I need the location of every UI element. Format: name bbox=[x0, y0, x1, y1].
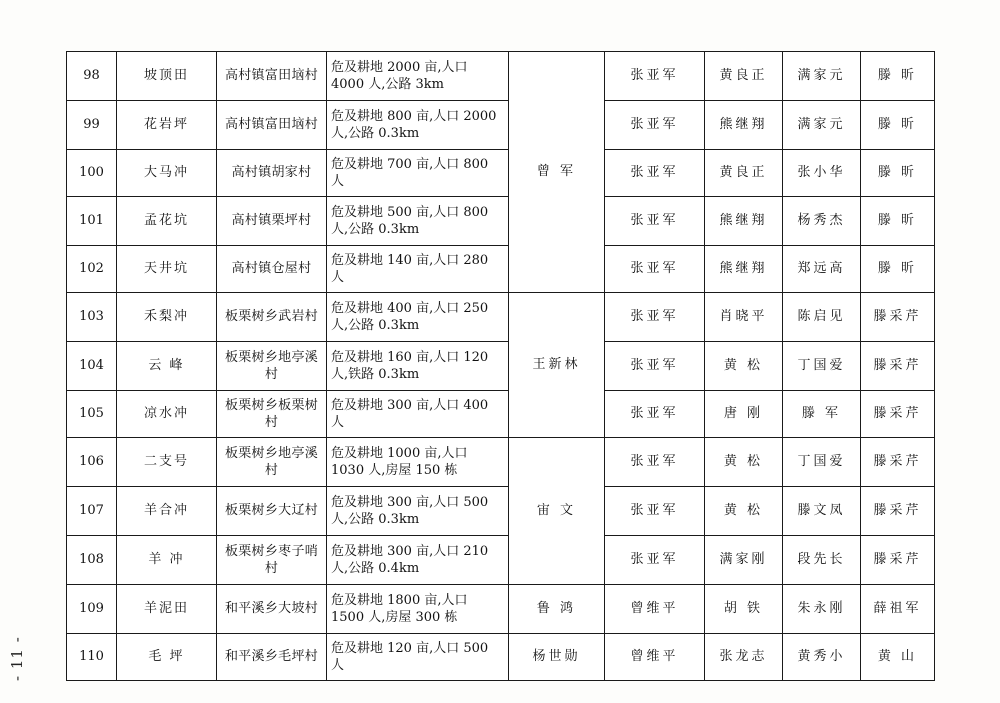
cell-name: 羊泥田 bbox=[117, 585, 217, 634]
cell-index: 106 bbox=[67, 438, 117, 487]
cell-name: 天井坑 bbox=[117, 246, 217, 293]
cell-village-responsible: 黄 松 bbox=[705, 487, 783, 536]
cell-name: 大马冲 bbox=[117, 150, 217, 197]
cell-name: 坡顶田 bbox=[117, 52, 217, 101]
cell-name: 花岩坪 bbox=[117, 101, 217, 150]
cell-township-responsible: 张亚军 bbox=[605, 536, 705, 585]
cell-village: 板栗树乡地亭溪村 bbox=[217, 438, 327, 487]
cell-index: 103 bbox=[67, 293, 117, 342]
cell-description: 危及耕地 800 亩,人口 2000 人,公路 0.3km bbox=[327, 101, 509, 150]
cell-index: 109 bbox=[67, 585, 117, 634]
cell-village-responsible: 黄 松 bbox=[705, 342, 783, 391]
table-row bbox=[67, 634, 935, 681]
cell-village-responsible: 胡 铁 bbox=[705, 585, 783, 634]
cell-township-responsible: 张亚军 bbox=[605, 293, 705, 342]
cell-monitor: 滕文凤 bbox=[783, 487, 861, 536]
cell-village-responsible: 熊继翔 bbox=[705, 101, 783, 150]
cell-monitor: 张小华 bbox=[783, 150, 861, 197]
table-row bbox=[67, 246, 935, 293]
cell-index: 105 bbox=[67, 391, 117, 438]
cell-township-responsible: 张亚军 bbox=[605, 101, 705, 150]
cell-village: 板栗树乡大辽村 bbox=[217, 487, 327, 536]
cell-monitor: 满家元 bbox=[783, 52, 861, 101]
cell-description: 危及耕地 1000 亩,人口 1030 人,房屋 150 栋 bbox=[327, 438, 509, 487]
cell-name: 凉水冲 bbox=[117, 391, 217, 438]
cell-monitor: 黄秀小 bbox=[783, 634, 861, 681]
cell-township-responsible: 曾维平 bbox=[605, 634, 705, 681]
cell-village-responsible: 熊继翔 bbox=[705, 197, 783, 246]
cell-village-responsible: 黄良正 bbox=[705, 150, 783, 197]
cell-township-responsible: 张亚军 bbox=[605, 342, 705, 391]
cell-village: 高村镇栗坪村 bbox=[217, 197, 327, 246]
cell-name: 孟花坑 bbox=[117, 197, 217, 246]
table-row bbox=[67, 487, 935, 536]
table-row bbox=[67, 101, 935, 150]
hazard-table-container bbox=[66, 51, 934, 681]
cell-monitor: 段先长 bbox=[783, 536, 861, 585]
page-number: - 11 - bbox=[8, 636, 26, 681]
cell-index: 101 bbox=[67, 197, 117, 246]
table-row bbox=[67, 438, 935, 487]
cell-description: 危及耕地 140 亩,人口 280 人 bbox=[327, 246, 509, 293]
cell-township-responsible: 张亚军 bbox=[605, 197, 705, 246]
table-row bbox=[67, 585, 935, 634]
cell-cadre: 滕采芹 bbox=[861, 536, 935, 585]
cell-township-responsible: 张亚军 bbox=[605, 52, 705, 101]
table-row bbox=[67, 150, 935, 197]
cell-county-responsible: 曾 军 bbox=[509, 52, 605, 293]
cell-monitor: 杨秀杰 bbox=[783, 197, 861, 246]
cell-description: 危及耕地 300 亩,人口 400 人 bbox=[327, 391, 509, 438]
table-row bbox=[67, 293, 935, 342]
cell-description: 危及耕地 400 亩,人口 250 人,公路 0.3km bbox=[327, 293, 509, 342]
cell-description: 危及耕地 300 亩,人口 210 人,公路 0.4km bbox=[327, 536, 509, 585]
cell-description: 危及耕地 120 亩,人口 500 人 bbox=[327, 634, 509, 681]
cell-index: 99 bbox=[67, 101, 117, 150]
cell-village: 高村镇富田垴村 bbox=[217, 101, 327, 150]
cell-index: 108 bbox=[67, 536, 117, 585]
cell-index: 100 bbox=[67, 150, 117, 197]
cell-monitor: 丁国爱 bbox=[783, 438, 861, 487]
cell-village-responsible: 肖晓平 bbox=[705, 293, 783, 342]
cell-cadre: 滕采芹 bbox=[861, 342, 935, 391]
cell-county-responsible: 王新林 bbox=[509, 293, 605, 438]
cell-village-responsible: 熊继翔 bbox=[705, 246, 783, 293]
cell-cadre: 滕采芹 bbox=[861, 438, 935, 487]
cell-county-responsible: 宙 文 bbox=[509, 438, 605, 585]
cell-cadre: 滕 昕 bbox=[861, 246, 935, 293]
cell-name: 羊 冲 bbox=[117, 536, 217, 585]
cell-description: 危及耕地 2000 亩,人口 4000 人,公路 3km bbox=[327, 52, 509, 101]
cell-village: 高村镇富田垴村 bbox=[217, 52, 327, 101]
cell-township-responsible: 张亚军 bbox=[605, 150, 705, 197]
cell-village-responsible: 满家刚 bbox=[705, 536, 783, 585]
cell-township-responsible: 张亚军 bbox=[605, 246, 705, 293]
cell-township-responsible: 张亚军 bbox=[605, 438, 705, 487]
cell-village-responsible: 张龙志 bbox=[705, 634, 783, 681]
cell-index: 110 bbox=[67, 634, 117, 681]
cell-index: 102 bbox=[67, 246, 117, 293]
cell-monitor: 陈启见 bbox=[783, 293, 861, 342]
cell-index: 104 bbox=[67, 342, 117, 391]
hazard-table bbox=[66, 51, 935, 681]
cell-cadre: 黄 山 bbox=[861, 634, 935, 681]
cell-village: 板栗树乡地亭溪村 bbox=[217, 342, 327, 391]
table-row bbox=[67, 536, 935, 585]
cell-cadre: 滕 昕 bbox=[861, 52, 935, 101]
cell-cadre: 滕采芹 bbox=[861, 293, 935, 342]
cell-village: 和平溪乡大坡村 bbox=[217, 585, 327, 634]
table-row bbox=[67, 342, 935, 391]
cell-village: 和平溪乡毛坪村 bbox=[217, 634, 327, 681]
cell-village-responsible: 黄良正 bbox=[705, 52, 783, 101]
cell-cadre: 滕采芹 bbox=[861, 391, 935, 438]
cell-name: 羊合冲 bbox=[117, 487, 217, 536]
cell-cadre: 薛祖军 bbox=[861, 585, 935, 634]
cell-monitor: 朱永刚 bbox=[783, 585, 861, 634]
cell-township-responsible: 张亚军 bbox=[605, 391, 705, 438]
cell-monitor: 郑远高 bbox=[783, 246, 861, 293]
cell-village: 板栗树乡板栗树村 bbox=[217, 391, 327, 438]
cell-name: 禾梨冲 bbox=[117, 293, 217, 342]
cell-village: 高村镇胡家村 bbox=[217, 150, 327, 197]
cell-county-responsible: 杨世勋 bbox=[509, 634, 605, 681]
table-row bbox=[67, 197, 935, 246]
cell-description: 危及耕地 300 亩,人口 500 人,公路 0.3km bbox=[327, 487, 509, 536]
cell-township-responsible: 曾维平 bbox=[605, 585, 705, 634]
cell-village: 板栗树乡武岩村 bbox=[217, 293, 327, 342]
cell-cadre: 滕 昕 bbox=[861, 150, 935, 197]
cell-village: 板栗树乡枣子哨村 bbox=[217, 536, 327, 585]
table-row bbox=[67, 391, 935, 438]
cell-name: 二支号 bbox=[117, 438, 217, 487]
cell-cadre: 滕 昕 bbox=[861, 101, 935, 150]
cell-county-responsible: 鲁 鸿 bbox=[509, 585, 605, 634]
cell-monitor: 滕 军 bbox=[783, 391, 861, 438]
cell-description: 危及耕地 1800 亩,人口 1500 人,房屋 300 栋 bbox=[327, 585, 509, 634]
cell-village: 高村镇仓屋村 bbox=[217, 246, 327, 293]
cell-index: 98 bbox=[67, 52, 117, 101]
table-row bbox=[67, 52, 935, 101]
cell-name: 毛 坪 bbox=[117, 634, 217, 681]
cell-monitor: 满家元 bbox=[783, 101, 861, 150]
cell-description: 危及耕地 700 亩,人口 800 人 bbox=[327, 150, 509, 197]
cell-name: 云 峰 bbox=[117, 342, 217, 391]
cell-cadre: 滕 昕 bbox=[861, 197, 935, 246]
cell-index: 107 bbox=[67, 487, 117, 536]
cell-description: 危及耕地 500 亩,人口 800 人,公路 0.3km bbox=[327, 197, 509, 246]
cell-village-responsible: 黄 松 bbox=[705, 438, 783, 487]
cell-township-responsible: 张亚军 bbox=[605, 487, 705, 536]
cell-monitor: 丁国爱 bbox=[783, 342, 861, 391]
cell-description: 危及耕地 160 亩,人口 120 人,铁路 0.3km bbox=[327, 342, 509, 391]
cell-cadre: 滕采芹 bbox=[861, 487, 935, 536]
cell-village-responsible: 唐 刚 bbox=[705, 391, 783, 438]
